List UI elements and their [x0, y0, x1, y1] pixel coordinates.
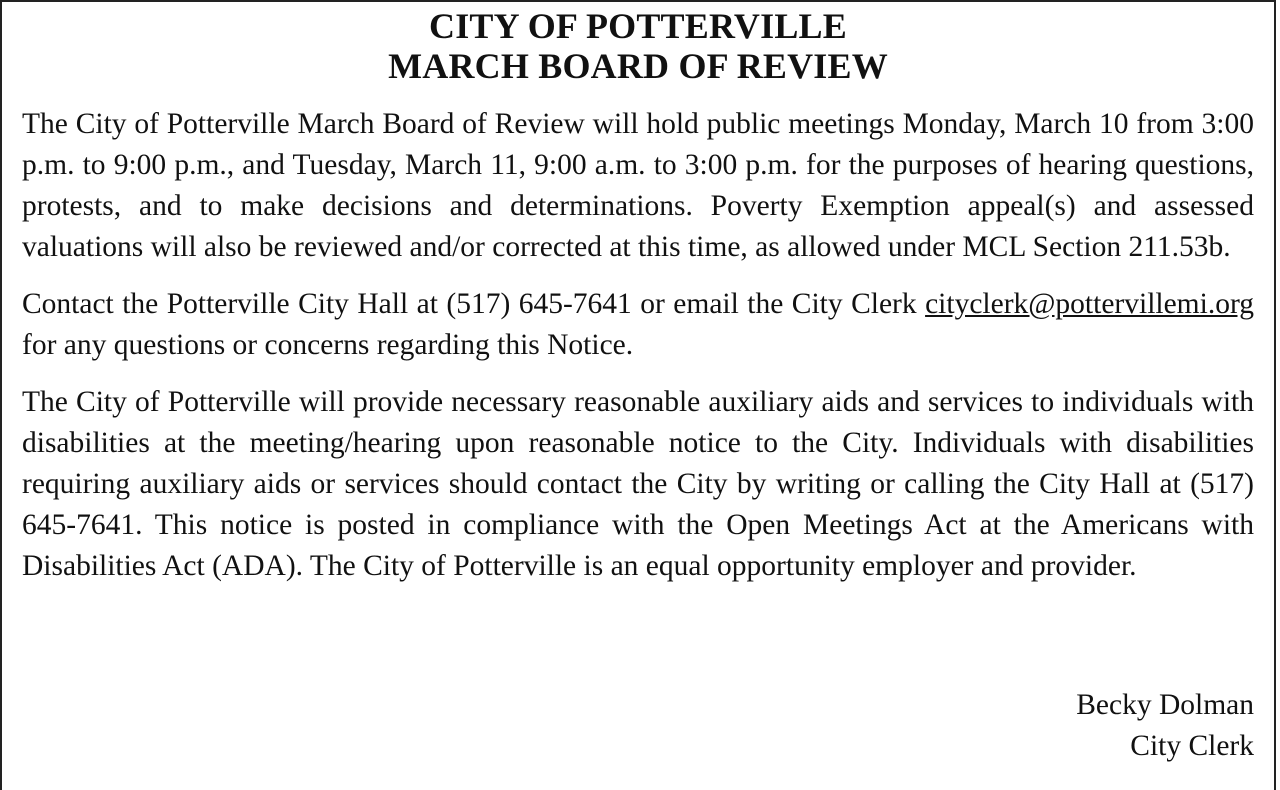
accessibility-paragraph: The City of Potterville will provide necessary reasonable auxiliary aids and services to individuals with disabilities at the meeting/hearing upon reasonable notice to the City. Individuals with disabilities requiring auxiliary aids or services should contact the City by writing or calling the City Hall at (517) 645-7641. This notice is posted in compliance with the Open Meetings Act at the Americans with Disabilities Act (ADA). The City of Potterville is an equal opportunity employer and provider. [22, 386, 1254, 582]
signature-block [1076, 685, 1254, 767]
clerk-email-link[interactable]: cityclerk@pottervillemi.org [925, 288, 1254, 320]
contact-text-end: for any questions or concerns regarding this Notice. [22, 329, 634, 361]
notice-title [2, 6, 1274, 86]
signature-title: City Clerk [1130, 730, 1254, 762]
contact-paragraph [22, 284, 1254, 366]
notice-body [22, 104, 1254, 603]
signature-name: Becky Dolman [1076, 689, 1254, 721]
title-line-2: MARCH BOARD OF REVIEW [388, 46, 888, 86]
contact-text: Contact the Potterville City Hall at (517) 645-7641 or email the City Clerk [22, 288, 926, 320]
title-line-1: CITY OF POTTERVILLE [429, 6, 847, 46]
meeting-schedule-paragraph: The City of Potterville March Board of Review will hold public meetings Monday, March 10 from 3:00 p.m. to 9:00 p.m., and Tuesday, March 11, 9:00 a.m. to 3:00 p.m. for the purposes of hearing questions, protests, and to make decisions and determinations. Poverty Exemption appeal(s) and assessed valuations will also be reviewed and/or corrected at this time, as allowed under MCL Section 211.53b. [22, 108, 1254, 263]
